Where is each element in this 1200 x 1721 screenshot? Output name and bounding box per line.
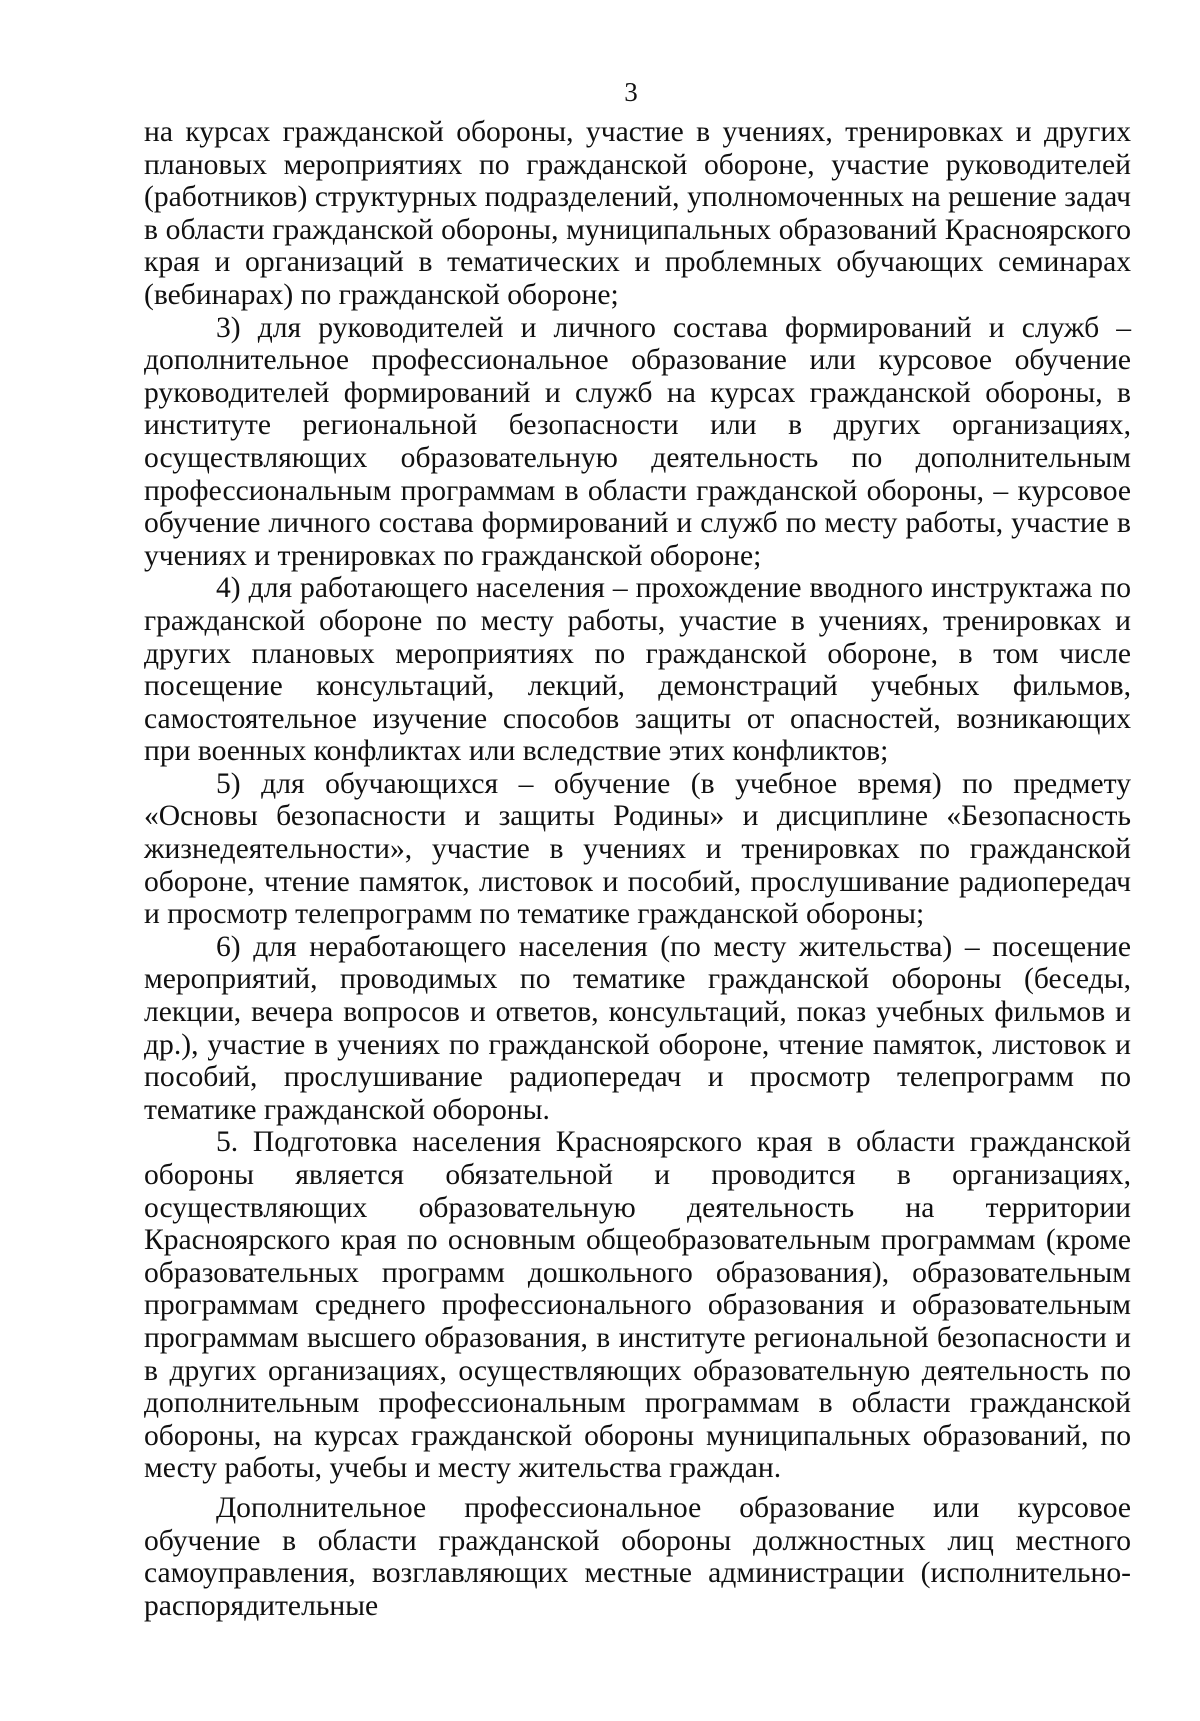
paragraph-section-5: 5. Подготовка населения Красноярского края в области гражданской обороны является обязательной и проводится в организациях, осуществляющих образовательную деятельность на территории Красноярского края по основным общеобразовательным программам (кроме образовательных программ дошкольного образования), образовательным программам среднего профессионального образования и образовательным программам высшего образования, в институте региональной безопасности и в других организациях, осуществляющих образовательную деятельность по дополнительным профессиональным программам в области гражданской обороны, на курсах гражданской обороны муниципальных образований, по месту работы, учебы и месту жительства граждан.: [144, 1126, 1131, 1485]
paragraph-item-3: 3) для руководителей и личного состава формирований и служб – дополнительное профессиональное образование или курсовое обучение руководителей формирований и служб на курсах гражданской обороны, в институте региональной безопасности или в других организациях, осуществляющих образовательную деятельность по дополнительным профессиональным программам в области гражданской обороны, – курсовое обучение личного состава формирований и служб по месту работы, участие в учениях и тренировках по гражданской обороне;: [144, 311, 1131, 572]
paragraph-item-6: 6) для неработающего населения (по месту жительства) – посещение мероприятий, проводимых по тематике гражданской обороны (беседы, лекции, вечера вопросов и ответов, консультаций, показ учебных фильмов и др.), участие в учениях по гражданской обороне, чтение памяток, листовок и пособий, прослушивание радиопередач и просмотр телепрограмм по тематике гражданской обороны.: [144, 930, 1131, 1126]
page-number: 3: [624, 77, 638, 107]
paragraph-continuation: на курсах гражданской обороны, участие в учениях, тренировках и других плановых мероприятиях по гражданской обороне, участие руководителей (работников) структурных подразделений, уполномоченных на решение задач в области гражданской обороны, муниципальных образований Красноярского края и организаций в тематических и проблемных обучающих семинарах (вебинарах) по гражданской обороне;: [144, 116, 1131, 311]
document-body: [144, 116, 1131, 1622]
paragraph-additional-education: Дополнительное профессиональное образование или курсовое обучение в области гражданской обороны должностных лиц местного самоуправления, возглавляющих местные администрации (исполнительно-распорядительные: [144, 1491, 1131, 1622]
paragraph-item-4: 4) для работающего населения – прохождение вводного инструктажа по гражданской обороне по месту работы, участие в учениях, тренировках и других плановых мероприятиях по гражданской обороне, в том числе посещение консультаций, лекций, демонстраций учебных фильмов, самостоятельное изучение способов защиты от опасностей, возникающих при военных конфликтах или вследствие этих конфликтов;: [144, 572, 1131, 768]
paragraph-item-5: 5) для обучающихся – обучение (в учебное время) по предмету «Основы безопасности и защиты Родины» и дисциплине «Безопасность жизнедеятельности», участие в учениях и тренировках по гражданской обороне, чтение памяток, листовок и пособий, прослушивание радиопередач и просмотр телепрограмм по тематике гражданской обороны;: [144, 767, 1131, 931]
